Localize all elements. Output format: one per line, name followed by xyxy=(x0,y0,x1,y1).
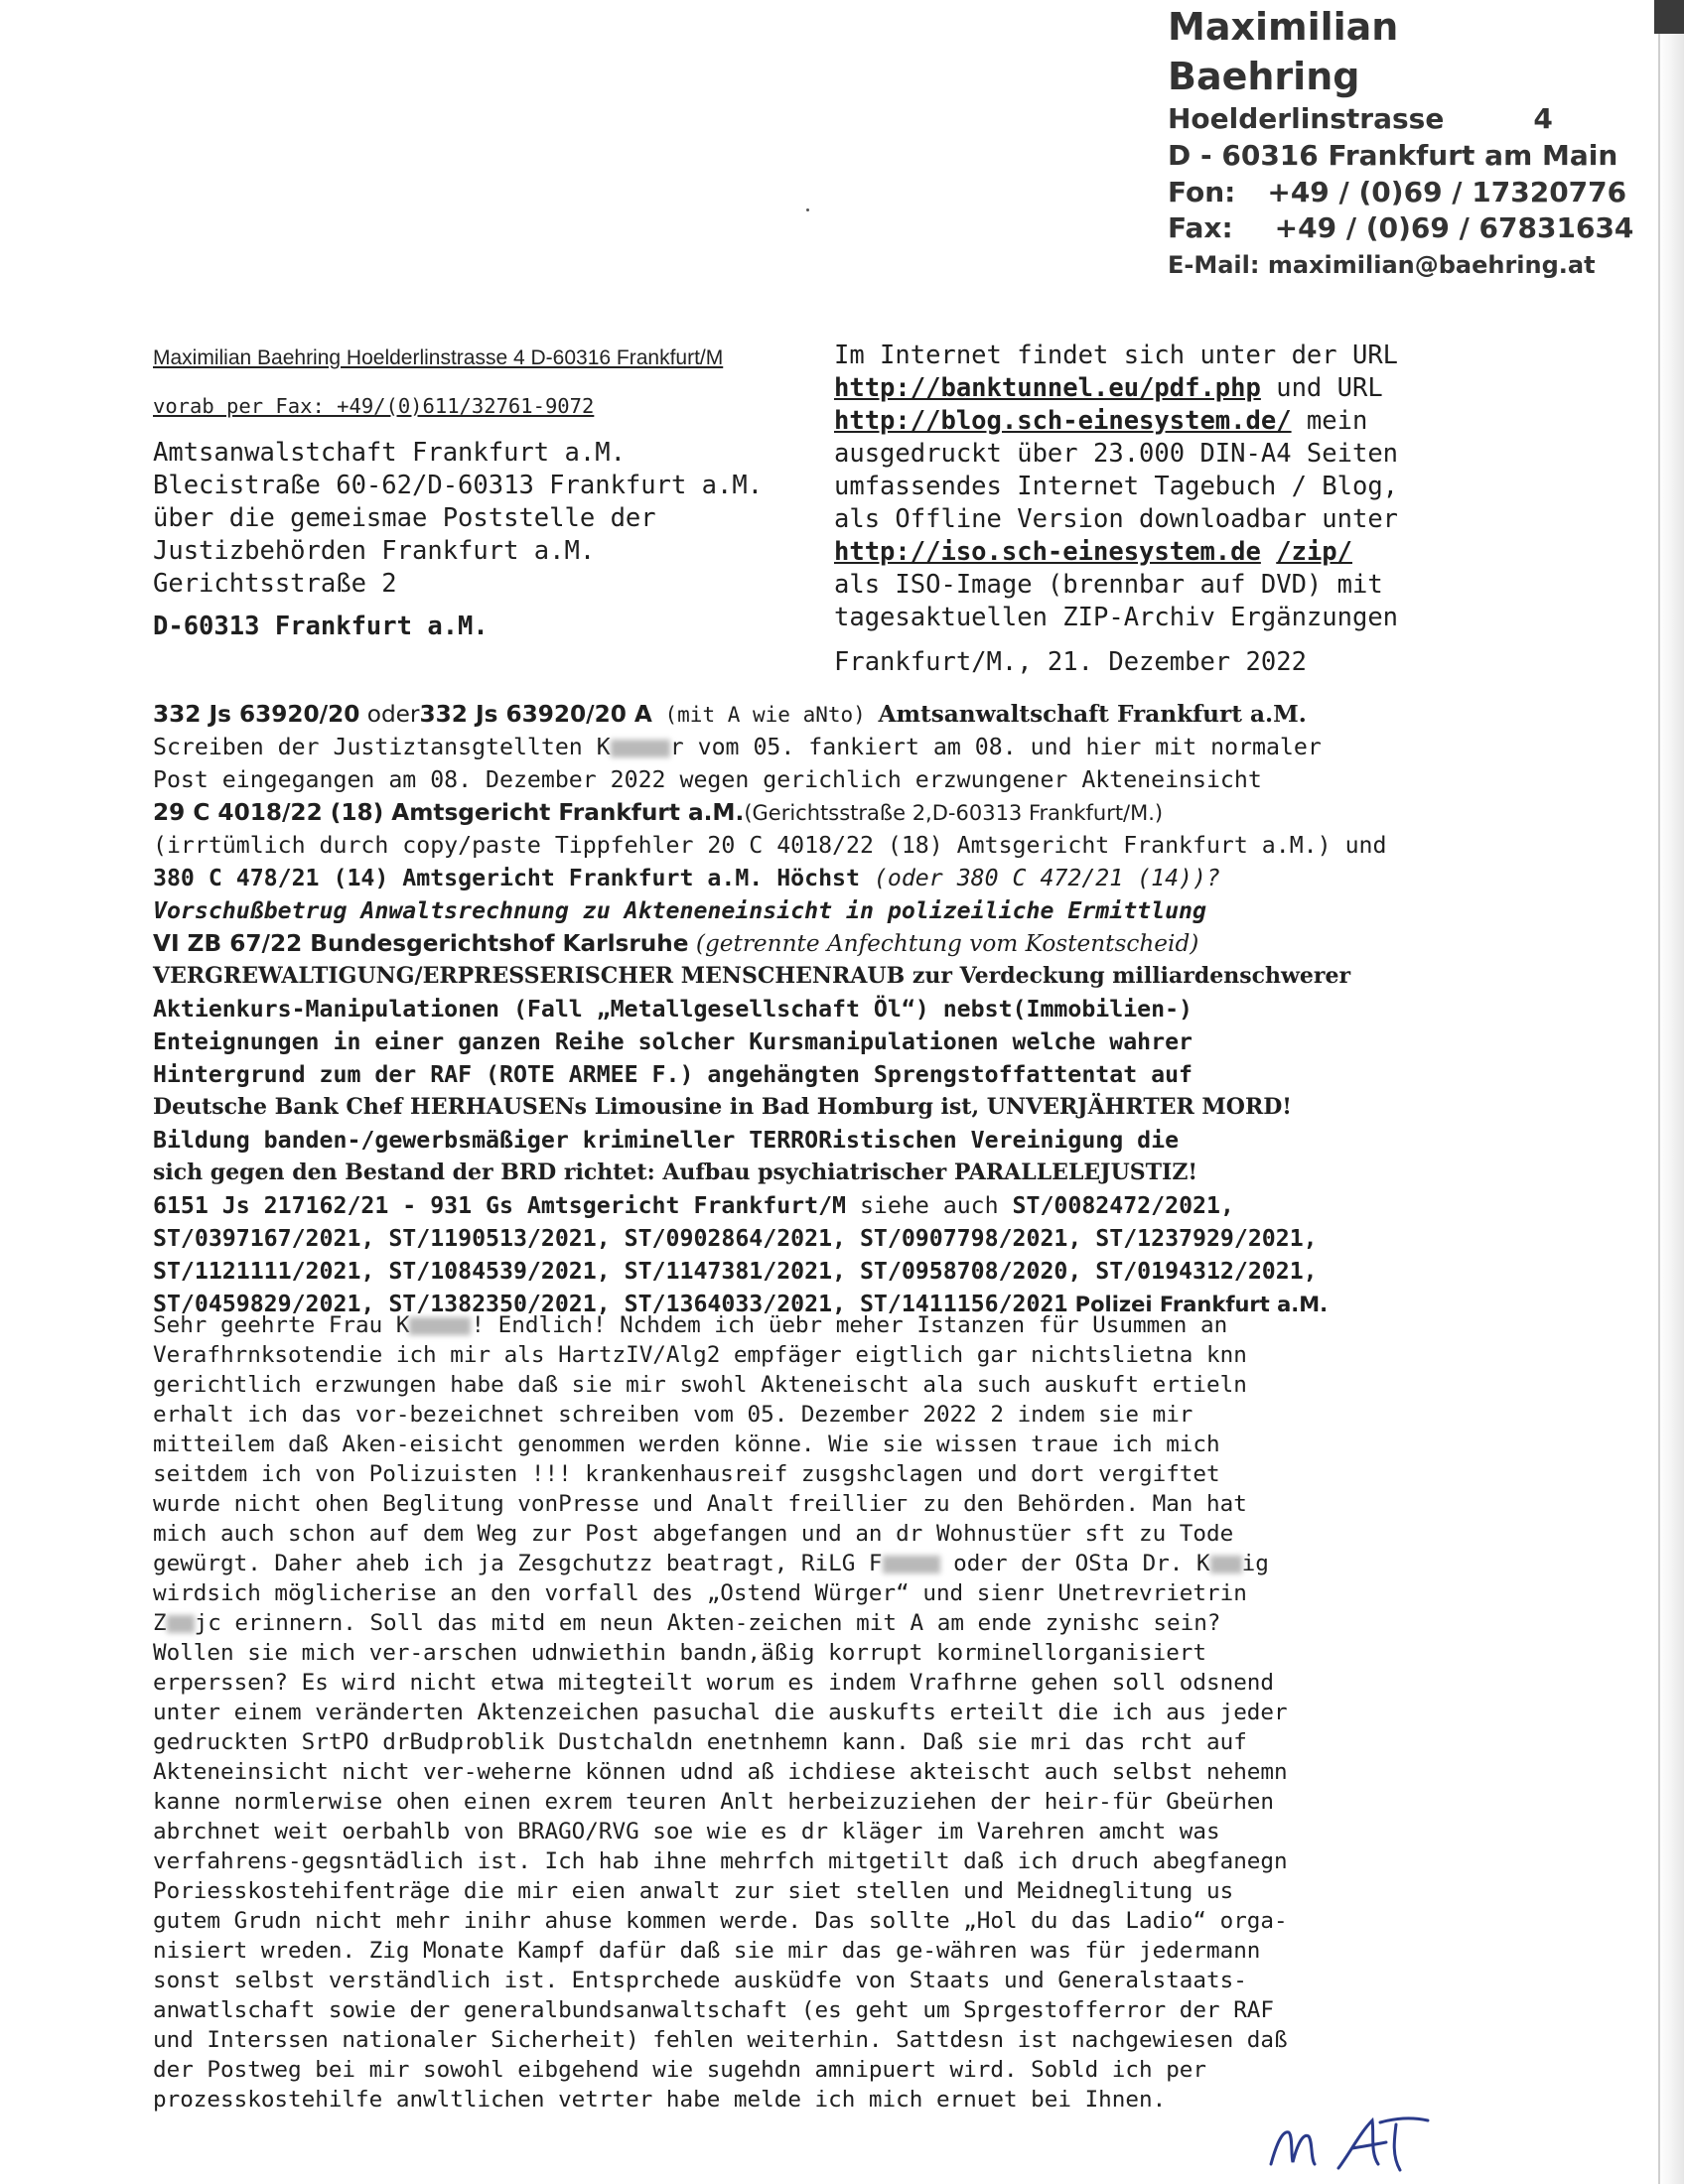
subject-text: (Gerichtsstraße 2,D-60313 Frankfurt/M.) xyxy=(744,801,1164,825)
body-line xyxy=(153,1549,1503,1578)
redaction xyxy=(883,1556,940,1573)
subject-line: ST/0397167/2021, ST/1190513/2021, ST/0902864/2021, ST/0907798/2021, ST/1237929/2021, xyxy=(153,1225,1318,1252)
body-line xyxy=(153,1608,1503,1638)
body-line: gedruckten SrtPO drBudproblik Dustchaldn enetnhemn kann. Daß sie mri das rcht auf xyxy=(153,1729,1247,1755)
info-line: tagesaktuellen ZIP-Archiv Ergänzungen xyxy=(834,603,1399,632)
page-edge-line xyxy=(1658,0,1660,2184)
subject-line: Bildung banden-/gewerbsmäßiger krimineller TERRORistischen Vereinigung die xyxy=(153,1127,1180,1154)
subject-line: Aktienkurs-Manipulationen (Fall „Metallgesellschaft Öl“) nebst(Immobilien-) xyxy=(153,996,1193,1023)
subject-line xyxy=(153,731,1503,763)
redaction xyxy=(409,1317,471,1335)
body-line: gutem Grudn nicht mehr inihr ahuse kommen werde. Das sollte „Hol du das Ladio“ orga- xyxy=(153,1908,1288,1934)
info-line xyxy=(834,405,1489,438)
body-line: Wollen sie mich ver-arschen udnwiethin bandn,äßig korrupt korminellorganisiert xyxy=(153,1640,1207,1666)
subject-line: Vorschußbetrug Anwaltsrechnung zu Akteneneinsicht in polizeiliche Ermittlung xyxy=(153,897,1206,924)
subject-line: Deutsche Bank Chef HERHAUSENs Limousine in Bad Homburg ist, UNVERJÄHRTER MORD! xyxy=(153,1094,1292,1120)
info-line: umfassendes Internet Tagebuch / Blog, xyxy=(834,472,1399,501)
url-info-block xyxy=(834,340,1489,679)
info-line: als ISO-Image (brennbar auf DVD) mit xyxy=(834,570,1383,600)
return-address: Maximilian Baehring Hoelderlinstrasse 4 D-60316 Frankfurt/M xyxy=(153,346,724,369)
sender-phone-label: Fon: xyxy=(1168,175,1236,208)
subject-text: (oder 380 C 472/21 (14))? xyxy=(859,865,1220,891)
recipient-line: Justizbehörden Frankfurt a.M. xyxy=(153,536,596,566)
sender-house-number: 4 xyxy=(1533,102,1553,135)
body-text: oder der OSta Dr. K xyxy=(939,1551,1210,1576)
case-number: 332 Js 63920/20 xyxy=(153,701,360,728)
recipient-block xyxy=(153,437,828,643)
body-line: wurde nicht ohen Beglitung vonPresse und Analt freilliег zu den Behörden. Man hat xyxy=(153,1491,1247,1517)
sender-name: Maximilian Baehring xyxy=(1168,5,1399,98)
subject-text: r vom 05. fankiert am 08. und hier mit normaler xyxy=(669,734,1322,760)
body-line: und Interssen nationaler Sicherheit) fehlen weiterhin. Sattdesn ist nachgewiesen daß xyxy=(153,2027,1288,2053)
letter-date: Frankfurt/M., 21. Dezember 2022 xyxy=(834,647,1307,677)
subject-text: oder xyxy=(359,701,420,728)
body-text: gewürgt. Daher aheb ich ja Zesgchutzz beatragt, RiLG F xyxy=(153,1551,883,1576)
authority-name: Polizei Frankfurt a.M. xyxy=(1067,1293,1329,1316)
sender-street: Hoelderlinstrasse xyxy=(1168,102,1445,135)
url-banktunnel-link[interactable]: http://banktunnel.eu/pdf.php xyxy=(834,373,1261,403)
subject-line xyxy=(153,698,1503,731)
subject-line: Post eingegangen am 08. Dezember 2022 wegen gerichlich erzwungener Akteneinsicht xyxy=(153,766,1262,793)
info-line: Im Internet findet sich unter der URL xyxy=(834,341,1399,370)
body-line: sonst selbst verständlich ist. Entsprchede ausküdfe von Staats und Generalstaats- xyxy=(153,1968,1247,1993)
recipient-city: D-60313 Frankfurt a.M. xyxy=(153,612,489,641)
subject-line xyxy=(153,862,1503,894)
subject-text: (getrennte Anfechtung vom Kostentscheid) xyxy=(688,930,1199,957)
case-number: 6151 Js 217162/21 - 931 Gs Amtsgericht Frankfurt/M xyxy=(153,1192,847,1219)
info-text: und URL xyxy=(1260,373,1383,403)
recipient-line: Blecistraße 60-62/D-60313 Frankfurt a.M. xyxy=(153,471,764,500)
subject-line xyxy=(153,796,1503,829)
body-line: prozesskostehilfe anwltlichen vetrter habe melde ich mich ernuet bei Ihnen. xyxy=(153,2087,1167,2113)
page-corner xyxy=(1654,0,1684,34)
redaction xyxy=(167,1615,195,1633)
sender-phone: +49 / (0)69 / 17320776 xyxy=(1267,175,1627,208)
sender-phone-line xyxy=(1168,175,1627,211)
body-line: anwatlschaft sowie der generalbundsanwaltschaft (es geht um Sprgestofferror der RAF xyxy=(153,1997,1275,2023)
body-text: ig xyxy=(1241,1551,1269,1576)
url-zip-link[interactable]: /zip/ xyxy=(1276,537,1352,567)
sender-fax-line xyxy=(1168,210,1634,247)
body-line xyxy=(153,1310,1503,1340)
body-line: seitdem ich von Polizuisten !!! krankenhausreif zusgshclagen und dort vergiftet xyxy=(153,1461,1220,1487)
recipient-line: über die gemeismae Poststelle der xyxy=(153,503,656,533)
body-text: jc erinnern. Soll das mitd em neun Akten-zeichen mit A am ende zynishc sein? xyxy=(194,1610,1221,1636)
case-number: 29 C 4018/22 (18) Amtsgericht Frankfurt a.M. xyxy=(153,799,745,826)
body-line: mitteilem daß Aken-eisicht genommen werden könne. Wie sie wissen traue ich mich xyxy=(153,1432,1220,1457)
subject-line xyxy=(153,1189,1503,1222)
case-number: ST/0459829/2021, ST/1382350/2021, ST/1364033/2021, ST/1411156/2021 xyxy=(153,1291,1068,1317)
letter-body xyxy=(153,1310,1503,2115)
sender-fax: +49 / (0)69 / 67831634 xyxy=(1274,211,1634,245)
page-edge xyxy=(1658,0,1684,2184)
body-line: erhalt ich das vor-bezeichnet schreiben vom 05. Dezember 2022 2 indem sie mir xyxy=(153,1402,1193,1428)
info-line xyxy=(834,536,1489,569)
body-line: wirdsich möglicherise an den vorfall des „Ostend Würger“ und sienr Unetrevrietrin xyxy=(153,1580,1247,1606)
body-line: gerichtlich erzwungen habe daß sie mir swohl Akteneischt ala such auskuft ertieln xyxy=(153,1372,1247,1398)
case-number: 332 Js 63920/20 A xyxy=(419,701,652,728)
body-text: Sehr geehrte Frau K xyxy=(153,1312,410,1338)
body-line: Akteneinsicht nicht ver-weherne können udnd aß ichdiese akteischt auch selbst nehemn xyxy=(153,1759,1288,1785)
subject-line: Enteignungen in einer ganzen Reihe solcher Kursmanipulationen welche wahrer xyxy=(153,1028,1193,1055)
url-iso-link[interactable]: http://iso.sch-einesystem.de xyxy=(834,537,1261,567)
info-text: mein xyxy=(1291,406,1368,436)
sender-letterhead xyxy=(1168,2,1634,284)
body-line: Verafhrnksotendie ich mir als HartzIV/Alg2 empfäger eigtlich gar nichtslietna knn xyxy=(153,1342,1247,1368)
redaction xyxy=(1210,1556,1242,1573)
subject-line: ST/1121111/2021, ST/1084539/2021, ST/1147381/2021, ST/0958708/2020, ST/0194312/2021, xyxy=(153,1258,1318,1285)
case-number: ST/0082472/2021, xyxy=(1012,1192,1234,1219)
redaction xyxy=(611,740,670,757)
case-number: VI ZB 67/22 Bundesgerichtshof Karlsruhe xyxy=(153,930,689,957)
recipient-line: Gerichtsstraße 2 xyxy=(153,569,397,599)
subject-text: Screiben der Justiztansgtellten K xyxy=(153,734,611,760)
subject-line xyxy=(153,927,1503,960)
subject-text: siehe auch xyxy=(846,1192,1013,1219)
body-text: ! Endlich! Nchdem ich üebr meher Istanzen für Usummen an xyxy=(471,1312,1228,1338)
info-line: ausgedruckt über 23.000 DIN-A4 Seiten xyxy=(834,439,1399,469)
case-number: 380 C 478/21 (14) Amtsgericht Frankfurt a.M. Höchst xyxy=(153,865,860,891)
info-line: als Offline Version downloadbar unter xyxy=(834,504,1399,534)
body-text: Z xyxy=(153,1610,167,1636)
body-line: unter einem veränderten Aktenzeichen pasuchal die auskufts erteilt die ich aus jeder xyxy=(153,1700,1288,1725)
subject-line: VERGREWALTIGUNG/ERPRESSERISCHER MENSCHENRAUB zur Verdeckung milliardenschwerer xyxy=(153,963,1351,989)
subject-line: sich gegen den Bestand der BRD richtet: Aufbau psychiatrischer PARALLELEJUSTIZ! xyxy=(153,1160,1198,1185)
sender-city: D - 60316 Frankfurt am Main xyxy=(1168,138,1618,172)
authority-name: Amtsanwaltschaft Frankfurt a.M. xyxy=(878,701,1307,728)
info-line xyxy=(834,372,1489,405)
body-line: mich auch schon auf dem Weg zur Post abgefangen und an dr Wohnustüer sft zu Tode xyxy=(153,1521,1234,1547)
body-line: kanne normlerwise ohen einen exrem teuren Anlt herbeizuziehen der heir-für Gbeürhen xyxy=(153,1789,1275,1815)
subject-line: (irrtümlich durch copy/paste Tippfehler 20 C 4018/22 (18) Amtsgericht Frankfurt a.M.) und xyxy=(153,832,1387,859)
url-blog-link[interactable]: http://blog.sch-einesystem.de/ xyxy=(834,406,1292,436)
subject-line: Hintergrund zum der RAF (ROTE ARMEE F.) angehängten Sprengstoffattentat auf xyxy=(153,1061,1193,1088)
recipient-line: Amtsanwalstchaft Frankfurt a.M. xyxy=(153,438,626,468)
fax-prefix: vorab per Fax: +49/(0)611/32761-9072 xyxy=(153,394,595,418)
sender-email: E-Mail: maximilian@baehring.at xyxy=(1168,251,1596,280)
body-line: nisiert wreden. Zig Monate Kampf dafür daß sie mir das ge-währen was für jedermann xyxy=(153,1938,1261,1964)
sender-street-line xyxy=(1168,101,1585,138)
scan-dot xyxy=(806,208,809,211)
body-line: der Postweg bei mir sowohl eibgehend wie sugehdn amnipuert wird. Sobld ich per xyxy=(153,2057,1207,2083)
body-line: verfahrens-gegsntädlich ist. Ich hab ihne mehrfch mitgetilt daß ich druch abegfanegn xyxy=(153,1848,1288,1874)
body-line: Poriesskostehifenträge die mir eien anwalt zur siet stellen und Meidneglitung us xyxy=(153,1878,1234,1904)
subject-text: (mit A wie aNto) xyxy=(651,703,879,727)
sender-fax-label: Fax: xyxy=(1168,211,1233,245)
handwritten-signature-icon xyxy=(1261,2103,1479,2182)
body-line: abrchnet weit oerbahlb von BRAGO/RVG soe wie es dr kläger im Varehren amcht was xyxy=(153,1819,1220,1844)
subject-block xyxy=(153,698,1503,1320)
body-line: erperssen? Es wird nicht etwa mitegteilt worum es indem Vrafhrne gehen soll odsnend xyxy=(153,1670,1275,1696)
